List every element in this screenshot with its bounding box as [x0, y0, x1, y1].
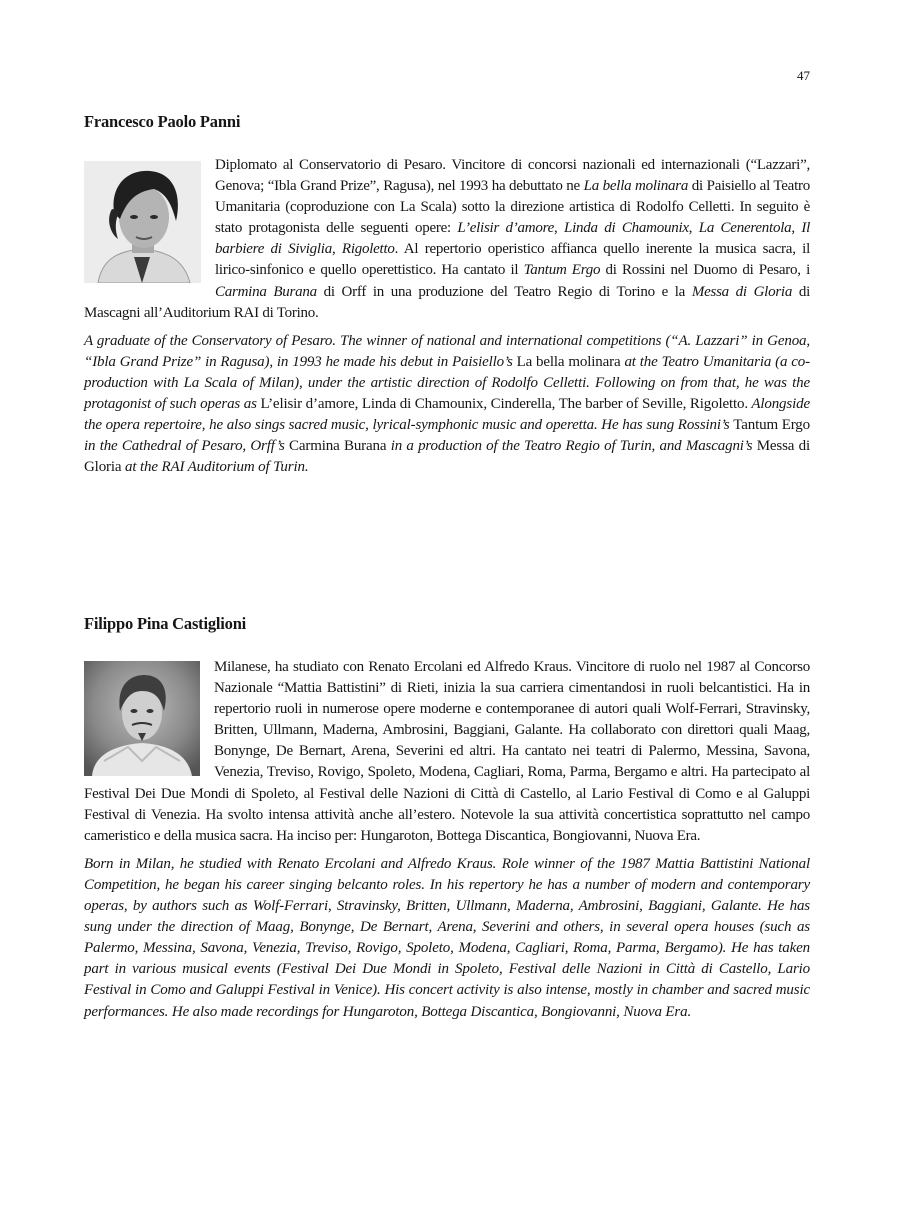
text-run: Messa di Gloria — [691, 283, 793, 300]
text-run: Alongside the opera repertoire, he also sings sacred music, lyrical-symphonic music and operetta. He has sung Rossini’s — [84, 396, 810, 434]
text-run: Tantum Ergo — [523, 262, 601, 279]
portrait-photo-icon — [84, 161, 201, 283]
text-run: at the RAI Auditorium of Turin. — [121, 459, 309, 476]
text-run: Diplomato al Conservatorio di Pesaro. Vincitore di concorsi nazionali ed internazionali (“Lazzari”, Genova; “Ibla Grand Prize”, Ragusa), nel 1993 ha debuttato ne — [215, 157, 810, 195]
text-run: at the Teatro Umanitaria (a co-production with La Scala of Milan), under the artistic direction of Rodolfo Celletti. Following on from that, he was the protagonist of such operas as — [84, 353, 811, 413]
text-run: Carmina Burana — [289, 438, 387, 455]
text-run: , — [331, 241, 342, 258]
text-run: Carmina Burana — [215, 283, 317, 300]
bio-name: Francesco Paolo Panni — [84, 112, 241, 131]
text-run: in a production of the Teatro Regio of Turin, and Mascagni’s — [386, 438, 757, 455]
text-run: Milanese, ha studiato con Renato Ercolani ed Alfredo Kraus. Vincitore di ruolo nel 1987 al Concorso Nazionale “Mattia Battistini” di Rieti, inizia la sua carriera cimentandosi in ruoli belcantistici. Ha in repertorio ruoli in numerose opere moderne e contemporanee di autori quali Wolf-Ferrari, Stravinsky, Britten, Ullmann, Maderna, Ambrosini, Baggiani, Galante. Ha collaborato con direttori quali Maag, Bonynge, De Bernart, Arena, Severini ed altri. Ha cantato nei teatri di Palermo, Messina, Savona, Venezia, Treviso, Rovigo, Spoleto, Modena, Cagliari, Roma, Parma, Bergamo e altri. Ha partecipato al Festival Dei Due Mondi di Spoleto, al Festival delle Nazioni di Città di Castello, al Lario Festival di Como e al Galuppi Festival di Venezia. Ha svolto intensa attività anche all’estero. Notevole la sua attività concertistica soprattutto nel campo cameristico e della musica sacra. Ha inciso per: Hungaroton, Bottega Discantica, Bongiovanni, Nuova Era. — [84, 659, 810, 844]
text-run: Il barbiere di Siviglia — [215, 220, 811, 258]
text-run: di Rossini nel Duomo di Pesaro, i — [600, 262, 810, 279]
text-run: L’elisir d’amore — [457, 220, 555, 237]
page-number: 47 — [797, 68, 810, 83]
bio-name: Filippo Pina Castiglioni — [84, 614, 247, 633]
english-bio — [84, 331, 810, 479]
text-run: La Cenerentola — [698, 220, 792, 237]
text-run: di Paisiello al Teatro Umanitaria (coproduzione con La Scala) sotto la direzione artistica di Rodolfo Celletti. In seguito è stato protagonista delle seguenti opere: — [215, 178, 811, 237]
text-run: . Al repertorio operistico affianca quello inerente la musica sacra, il lirico-sinfonico e quello operettistico. Ha cantato il — [215, 241, 810, 279]
italian-bio — [84, 657, 810, 847]
text-run: , — [554, 220, 564, 237]
text-run: La bella molinara — [583, 178, 689, 195]
text-run: Messa di Gloria — [84, 438, 811, 476]
text-run: La bella molinara — [516, 353, 621, 370]
portrait-photo-icon — [84, 661, 200, 776]
text-run: di Mascagni all’Auditorium RAI di Torino. — [84, 283, 811, 321]
english-bio — [84, 854, 810, 1023]
text-run: Linda di Chamounix — [564, 220, 689, 237]
text-run: di Orff in una produzione del Teatro Regio di Torino e la — [316, 283, 692, 300]
text-run: A graduate of the Conservatory of Pesaro. The winner of national and international competitions (“A. Lazzari” in Genoa, “Ibla Grand Prize” in Ragusa), in 1993 he made his debut in Paisiello’s — [84, 332, 810, 370]
text-run: L’elisir d’amore, Linda di Chamounix, Cinderella, The barber of Seville, Rigoletto. — [260, 396, 748, 413]
text-run: Rigoletto — [341, 241, 395, 258]
text-run: Tantum Ergo — [733, 417, 810, 434]
text-run: in the Cathedral of Pesaro, Orff’s — [84, 438, 290, 455]
italian-bio — [84, 155, 810, 324]
text-run: Born in Milan, he studied with Renato Ercolani and Alfredo Kraus. Role winner of the 1987 Mattia Battistini National Competition, he began his career singing belcanto roles. In his repertory he has a number of modern and contemporary operas, by authors such as Wolf-Ferrari, Stravinsky, Britten, Ullmann, Maderna, Ambrosini, Baggiani, Galante. He has sung under the direction of Maag, Bonynge, De Bernart, Arena, Severini and others, in several opera houses (such as Palermo, Messina, Savona, Venezia, Treviso, Rovigo, Spoleto, Modena, Cagliari, Roma, Parma, Bergamo). He has taken part in various musical events (Festival Dei Due Mondi in Spoleto, Festival delle Nazioni in Città di Castello, Lario Festival in Como and Galuppi Festival in Venice). His concert activity is also intense, mostly in chamber and sacred music performances. He also made recordings for Hungaroton, Bottega Discantica, Bongiovanni, Nuova Era. — [84, 855, 810, 1020]
text-run: , — [791, 220, 802, 237]
text-run: , — [688, 220, 699, 237]
bio-section — [84, 614, 810, 1023]
bio-section — [84, 112, 810, 478]
